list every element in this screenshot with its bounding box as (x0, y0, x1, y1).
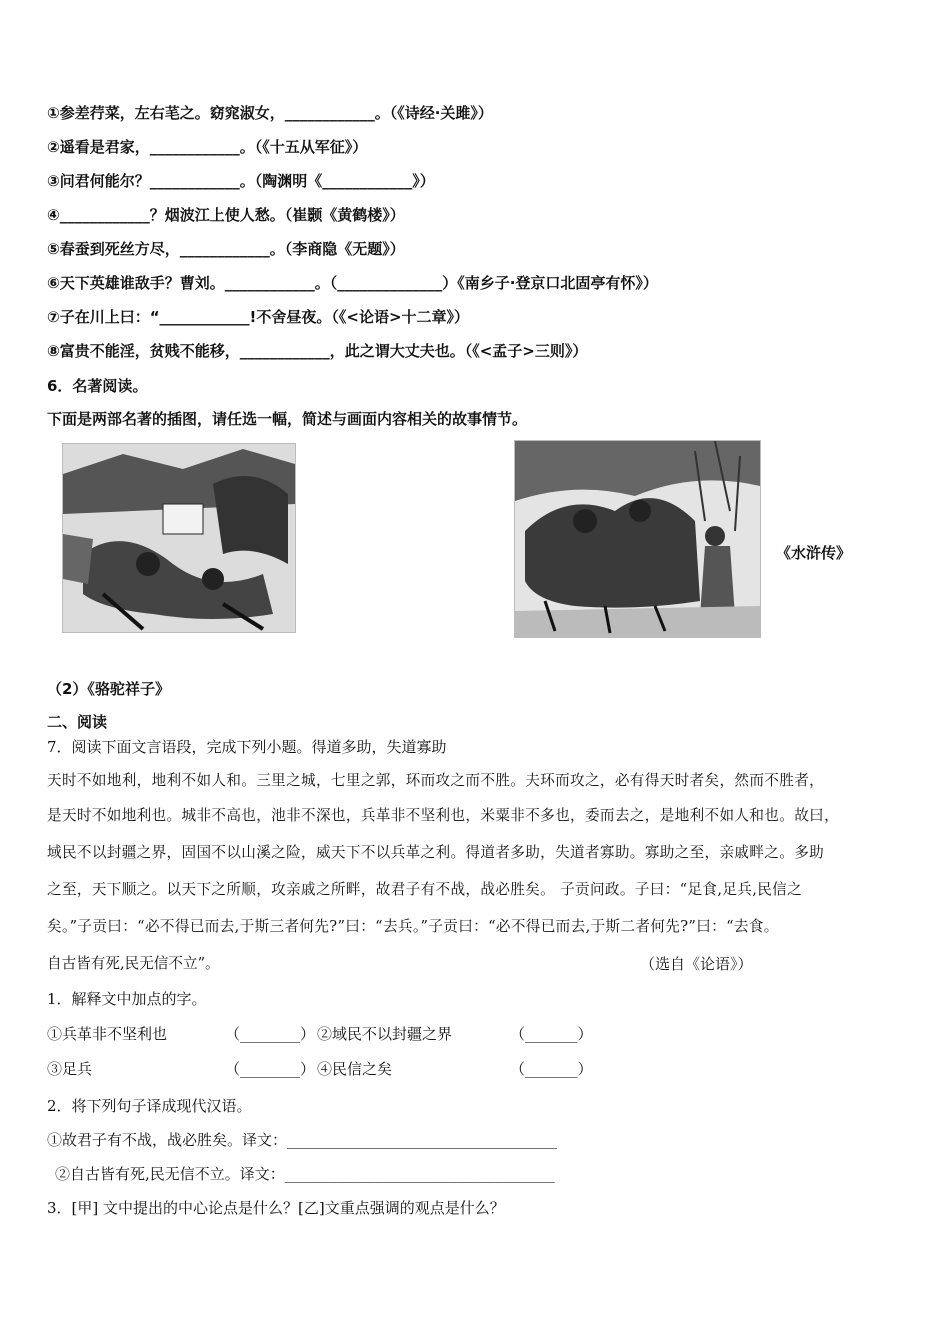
poem-line-3: ③问君何能尔？____________。（陶渊明《____________》） (47, 172, 435, 190)
poem-line-7: ⑦子在川上曰：“____________!不舍昼夜。（《<论语>十二章》） (47, 308, 470, 326)
q6-instruction: 下面是两部名著的插图，请任选一幅，简述与画面内容相关的故事情节。 (47, 410, 528, 428)
sub1-blank-4[interactable]: （_______） (510, 1060, 593, 1078)
sub1-title: 1．解释文中加点的字。 (47, 990, 207, 1008)
passage-source: （选自《论语》） (640, 955, 753, 973)
sub1-item-2: ②域民不以封疆之界 (317, 1025, 453, 1043)
passage-line-3: 域民不以封疆之界，固国不以山溪之险，威天下不以兵革之利。得道者多助，失道者寡助。寡助之至，亲戚畔之。多助 (47, 844, 825, 861)
sub1-blank-1[interactable]: （________） (225, 1025, 316, 1043)
poem-line-4: ④____________？烟波江上使人愁。（崔颢《黄鹤楼》） (47, 206, 405, 224)
passage-line-4: 之至，天下顺之。以天下之所顺，攻亲戚之所畔，故君子有不战，战必胜矣。 子贡问政。子曰：“足食,足兵,民信之 (47, 881, 803, 898)
passage-line-5: 矣。”子贡曰：“必不得已而去,于斯三者何先?”曰：“去兵。”子贡曰：“必不得已而去,于斯二者何先?”曰：“去食。 (47, 918, 779, 935)
poem-line-8: ⑧富贵不能淫，贫贱不能移，____________，此之谓大丈夫也。（《<孟子>三则》） (47, 342, 588, 360)
sub1-blank-3[interactable]: （________） (225, 1060, 316, 1078)
sub2-item-1[interactable]: ①故君子有不战，战必胜矣。译文：____________________________________ (47, 1131, 558, 1149)
passage-line-1: 天时不如地利，地利不如人和。三里之城，七里之郭，环而攻之而不胜。夫环而攻之，必有得天时者矣，然而不胜者， (47, 772, 825, 789)
poem-line-5: ⑤春蚕到死丝方尽，____________。（李商隐《无题》） (47, 240, 405, 258)
q7-title: 7．阅读下面文言语段，完成下列小题。得道多助，失道寡助 (47, 738, 447, 756)
sub1-item-3: ③足兵 (47, 1060, 93, 1078)
luotuo-xiangzi-illustration (62, 443, 296, 633)
poem-line-2: ②遥看是君家，____________。（《十五从军征》） (47, 138, 368, 156)
shuihu-caption: 《水浒传》 (776, 544, 852, 562)
passage-line-6: 自古皆有死,民无信不立”。 (47, 955, 220, 972)
sub2-item-2[interactable]: ②自古皆有死,民无信不立。译文：____________________________________ (55, 1165, 555, 1183)
poem-line-6: ⑥天下英雄谁敌手？曹刘。____________。（______________）《南乡子·登京口北固亭有怀》） (47, 274, 658, 292)
section2-title: 二、阅读 (47, 713, 108, 731)
sub3-question: 3．[甲] 文中提出的中心论点是什么？[乙]文重点强调的观点是什么？ (47, 1199, 505, 1217)
sub1-blank-2[interactable]: （_______） (510, 1025, 593, 1043)
luotuo-caption: （2）《骆驼祥子》 (47, 680, 170, 698)
sub1-item-1: ①兵革非不坚利也 (47, 1025, 168, 1043)
sub1-item-4: ④民信之矣 (317, 1060, 393, 1078)
poem-line-1: ①参差荇菜，左右芼之。窈窕淑女，____________。（《诗经·关雎》） (47, 104, 493, 122)
shuihu-zhuan-illustration (514, 440, 761, 638)
q6-title: 6．名著阅读。 (47, 377, 148, 395)
passage-line-2: 是天时不如地利也。城非不高也，池非不深也，兵革非不坚利也，米粟非不多也，委而去之，是地利不如人和也。故曰， (47, 807, 840, 824)
sub2-title: 2．将下列句子译成现代汉语。 (47, 1097, 252, 1115)
